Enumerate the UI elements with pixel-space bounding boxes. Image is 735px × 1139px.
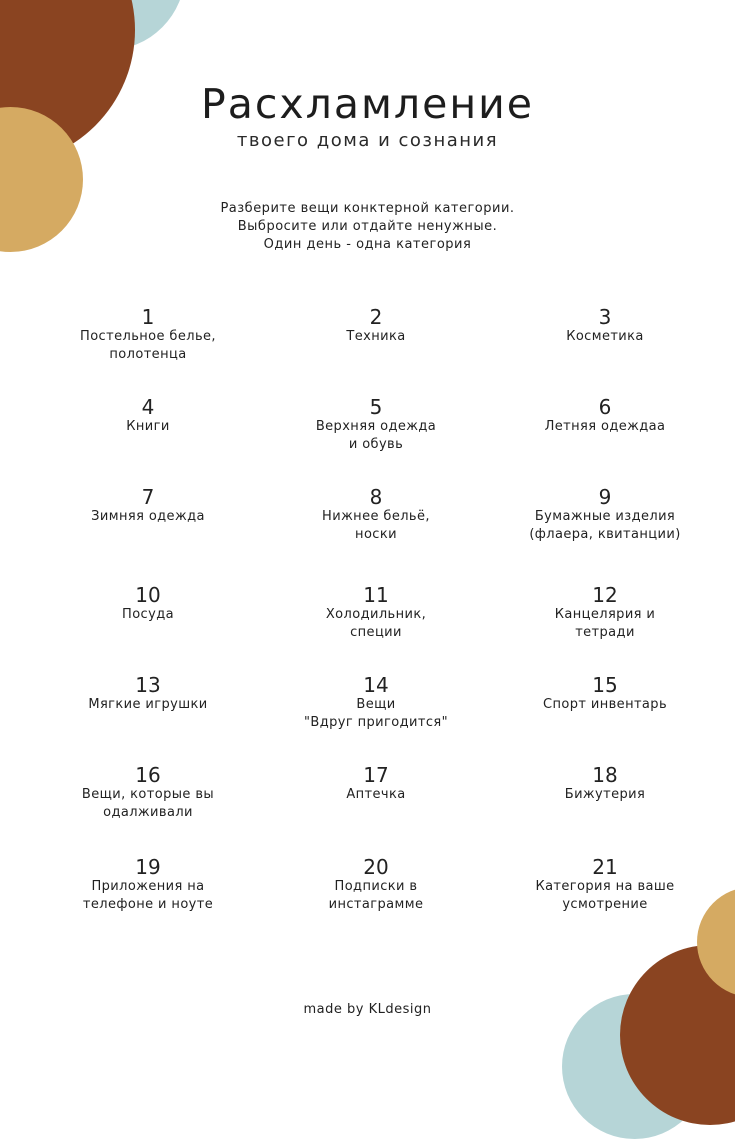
category-item [495,856,715,914]
category-item [266,674,486,732]
category-item [38,764,258,822]
category-number: 4 [141,395,155,419]
category-item [495,486,715,544]
category-label: Косметика [566,329,644,344]
category-item [38,674,258,714]
category-item [266,486,486,544]
category-item [495,674,715,714]
category-number: 19 [135,855,161,879]
category-number: 8 [369,485,383,509]
category-label: Зимняя одежда [91,509,205,524]
category-item [38,584,258,624]
category-label: "Вдруг пригодится" [304,715,448,730]
category-label: Аптечка [346,787,406,802]
category-label: Вещи, которые вы [81,787,215,802]
page-title: Расхламление [200,80,535,128]
category-label: инстаграмме [328,897,424,912]
category-item [38,306,258,364]
category-item [38,856,258,914]
category-label: телефоне и ноуте [82,897,214,912]
category-label: Техника [346,329,406,344]
category-number: 3 [598,305,612,329]
category-label: Бижутерия [564,787,646,802]
category-label: усмотрение [562,897,648,912]
category-number: 5 [369,395,383,419]
category-label: Вещи [356,697,396,712]
category-label: Приложения на [91,879,205,894]
category-item [266,306,486,346]
category-label: Летняя одеждаа [544,419,666,434]
category-label: Книги [126,419,170,434]
category-label: Нижнее бельё, [322,509,430,524]
category-label: Постельное белье, [80,329,216,344]
category-number: 12 [592,583,618,607]
category-item [495,584,715,642]
category-item [38,486,258,526]
category-label: Спорт инвентарь [542,697,668,712]
category-label: Холодильник, [325,607,427,622]
category-number: 13 [135,673,161,697]
category-label: Верхняя одежда [315,419,437,434]
intro-line: Один день - одна категория [263,237,472,252]
category-item [495,396,715,436]
category-number: 14 [363,673,389,697]
category-item [266,856,486,914]
category-number: 6 [598,395,612,419]
category-item [266,396,486,454]
category-number: 16 [135,763,161,787]
category-number: 1 [141,305,155,329]
category-number: 9 [598,485,612,509]
category-label: (флаера, квитанции) [529,527,681,542]
category-label: Канцелярия и [554,607,656,622]
category-number: 7 [141,485,155,509]
category-label: одалживали [103,805,193,820]
category-label: специи [350,625,402,640]
intro-line: Выбросите или отдайте ненужные. [237,219,498,234]
category-number: 11 [363,583,389,607]
category-label: Категория на ваше [535,879,675,894]
category-number: 2 [369,305,383,329]
category-label: носки [355,527,397,542]
category-number: 20 [363,855,389,879]
category-item [266,764,486,804]
category-item [38,396,258,436]
page-subtitle: твоего дома и сознания [236,130,499,151]
category-label: Мягкие игрушки [88,697,208,712]
category-number: 21 [592,855,618,879]
category-label: Посуда [122,607,174,622]
intro-line: Разберите вещи конктерной категории. [220,201,515,216]
category-item [266,584,486,642]
category-item [495,764,715,804]
intro-text [0,200,735,254]
footer-credit: made by KLdesign [303,1002,432,1017]
category-item [495,306,715,346]
category-label: полотенца [109,347,187,362]
category-number: 15 [592,673,618,697]
category-label: Подписки в [334,879,418,894]
category-label: и обувь [348,437,404,452]
category-number: 10 [135,583,161,607]
category-number: 17 [363,763,389,787]
category-label: Бумажные изделия [534,509,676,524]
category-number: 18 [592,763,618,787]
category-label: тетради [575,625,635,640]
